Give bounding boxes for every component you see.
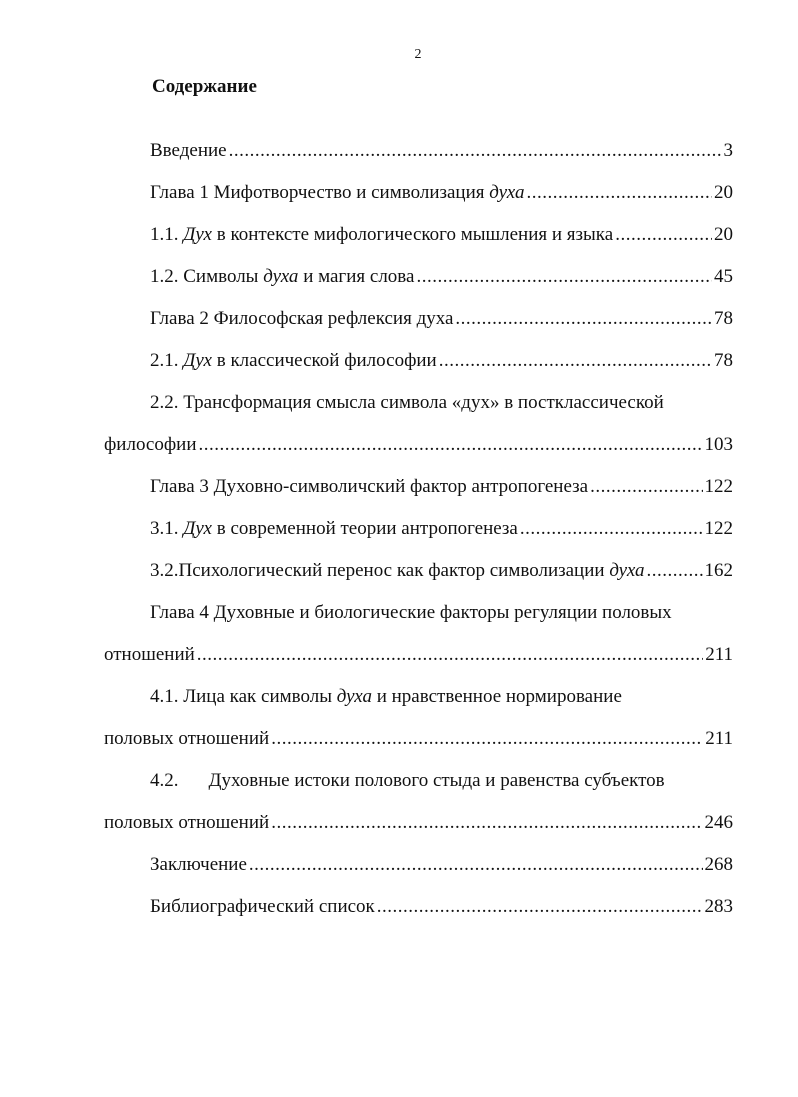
toc-entry-section-4-1 bbox=[104, 727, 733, 751]
toc-entry-section-4-2-first-line: 4.2. Духовные истоки полового стыда и равенства субъектов bbox=[150, 770, 665, 791]
toc-entry-title: Глава 2 Философская рефлексия духа bbox=[150, 308, 454, 329]
toc-entry-page: 246 bbox=[704, 812, 733, 833]
toc-entry-page: 211 bbox=[705, 644, 733, 665]
leader-dots bbox=[199, 433, 703, 457]
page-number: 2 bbox=[414, 47, 422, 62]
toc-entry-title: Введение bbox=[150, 140, 227, 161]
toc-entry-title: 2.1. Дух в классической философии bbox=[150, 350, 437, 371]
toc-entry-title: Глава 3 Духовно-символичский фактор антропогенеза bbox=[150, 476, 589, 497]
toc-entry-page: 78 bbox=[714, 350, 733, 371]
leader-dots bbox=[520, 517, 703, 541]
leader-dots bbox=[249, 853, 703, 877]
toc-entry-section-2-1 bbox=[150, 349, 733, 373]
toc-entry-title: половых отношений bbox=[104, 812, 270, 833]
toc-entry-page: 45 bbox=[714, 266, 733, 287]
toc-entry-section-2-2-first-line: 2.2. Трансформация смысла символа «дух» в постклассической bbox=[150, 392, 664, 413]
toc-entry-title: Глава 1 Мифотворчество и символизация духа bbox=[150, 182, 525, 203]
toc-entry-chapter-4-first-line: Глава 4 Духовные и биологические факторы регуляции половых bbox=[150, 602, 672, 623]
toc-entry-page: 122 bbox=[704, 476, 733, 497]
toc-entry-section-3-1 bbox=[150, 517, 733, 541]
toc-entry-chapter-1 bbox=[150, 181, 733, 205]
toc-entry-title: 3.1. Дух в современной теории антропогенеза bbox=[150, 518, 518, 539]
toc-entry-section-3-2 bbox=[150, 559, 733, 583]
toc-entry-section-1-2 bbox=[150, 265, 733, 289]
leader-dots bbox=[590, 475, 702, 499]
toc-entry-page: 20 bbox=[714, 224, 733, 245]
toc-entry-page: 103 bbox=[704, 434, 733, 455]
leader-dots bbox=[439, 349, 712, 373]
toc-entry-section-4-2 bbox=[104, 811, 733, 835]
toc-entry-title: Заключение bbox=[150, 854, 247, 875]
leader-dots bbox=[197, 643, 703, 667]
toc-entry-title: 1.1. Дух в контексте мифологического мышления и языка bbox=[150, 224, 614, 245]
toc-entry-page: 3 bbox=[723, 140, 733, 161]
toc-entry-section-1-1 bbox=[150, 223, 733, 247]
toc-entry-chapter-3 bbox=[150, 475, 733, 499]
toc-entry-title: 3.2.Психологический перенос как фактор символизации духа bbox=[150, 560, 645, 581]
toc-entry-conclusion bbox=[150, 853, 733, 877]
toc-entry-section-4-1-first-line: 4.1. Лица как символы духа и нравственное нормирование bbox=[150, 686, 622, 707]
leader-dots bbox=[647, 559, 703, 583]
toc-entry-chapter-4 bbox=[104, 643, 733, 667]
leader-dots bbox=[271, 727, 703, 751]
leader-dots bbox=[271, 811, 702, 835]
leader-dots bbox=[615, 223, 712, 247]
toc-entry-title: отношений bbox=[104, 644, 195, 665]
leader-dots bbox=[416, 265, 712, 289]
toc-entry-title: Библиографический список bbox=[150, 896, 375, 917]
toc-entry-page: 122 bbox=[704, 518, 733, 539]
toc-entry-introduction bbox=[150, 139, 733, 163]
leader-dots bbox=[455, 307, 712, 331]
toc-entry-title: 1.2. Символы духа и магия слова bbox=[150, 266, 415, 287]
toc-entry-title: философии bbox=[104, 434, 197, 455]
toc-entry-title: половых отношений bbox=[104, 728, 270, 749]
toc-entry-bibliography bbox=[150, 895, 733, 919]
toc-entry-chapter-2 bbox=[150, 307, 733, 331]
leader-dots bbox=[229, 139, 722, 163]
leader-dots bbox=[377, 895, 703, 919]
toc-entry-page: 283 bbox=[704, 896, 733, 917]
toc-entry-page: 268 bbox=[704, 854, 733, 875]
page-title: Содержание bbox=[152, 76, 257, 97]
leader-dots bbox=[527, 181, 713, 205]
toc-entry-section-2-2 bbox=[104, 433, 733, 457]
toc-entry-page: 211 bbox=[705, 728, 733, 749]
toc-entry-page: 20 bbox=[714, 182, 733, 203]
toc-entry-page: 162 bbox=[704, 560, 733, 581]
toc-entry-page: 78 bbox=[714, 308, 733, 329]
